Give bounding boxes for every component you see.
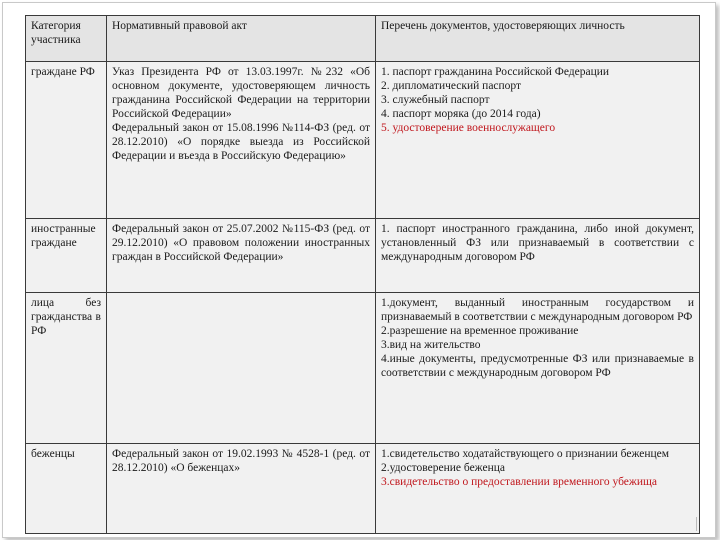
slide-frame xyxy=(2,2,716,538)
document-item-highlighted: 3.свидетельство о предоставлении временного убежища xyxy=(381,476,657,488)
category-cell: лица без гражданства в РФ xyxy=(26,293,107,444)
document-item: 1. паспорт гражданина Российской Федерации xyxy=(381,66,610,78)
document-item: 1.документ, выданный иностранным государством и признаваемый в соответствии с международным договором РФ xyxy=(381,297,694,323)
header-legal-act: Нормативный правовой акт xyxy=(107,16,376,62)
category-cell: граждане РФ xyxy=(26,62,107,219)
legal-act-cell xyxy=(107,62,376,219)
header-category: Категория участника xyxy=(26,16,107,62)
document-item: 3.вид на жительство xyxy=(381,339,481,351)
document-item: 1.свидетельство ходатайствующего о признании беженцем xyxy=(381,448,670,460)
legal-act-text: Федеральный закон от 25.07.2002 №115-ФЗ (ред. от 29.12.2010) «О правовом положении иностранных граждан в Российской Федерации» xyxy=(112,223,370,263)
header-documents: Перечень документов, удостоверяющих личность xyxy=(376,16,700,62)
document-item: 2.удостоверение беженца xyxy=(381,462,505,474)
legal-act-text: Федеральный закон от 15.08.1996 №114-ФЗ (ред. от 28.12.2010) «О порядке выезда из Российской Федерации и въезда в Российскую Федерацию» xyxy=(112,122,370,162)
document-item-highlighted: 5. удостоверение военнослужащего xyxy=(381,122,556,134)
table-header-row xyxy=(26,16,700,62)
document-item: 4.иные документы, предусмотренные ФЗ или признаваемые в соответствии с международным договором РФ xyxy=(381,353,694,379)
document-item: 2. дипломатический паспорт xyxy=(381,80,522,92)
documents-cell xyxy=(376,293,700,444)
table-row-refugees xyxy=(26,444,700,534)
legal-act-text: Федеральный закон от 19.02.1993 № 4528-1 (ред. от 28.12.2010) «О беженцах» xyxy=(112,448,370,474)
table-row-stateless xyxy=(26,293,700,444)
documents-cell xyxy=(376,62,700,219)
table-row-citizens xyxy=(26,62,700,219)
category-cell: иностранные граждане xyxy=(26,219,107,293)
documents-table xyxy=(25,15,700,534)
legal-act-text: Указ Президента РФ от 13.03.1997г. №232 «Об основном документе, удостоверяющем личность гражданина Российской Федерации на территории Российской Федерации» xyxy=(112,66,370,120)
legal-act-cell xyxy=(107,444,376,534)
document-item: 4. паспорт моряка (до 2014 года) xyxy=(381,108,541,120)
document-item: 1. паспорт иностранного гражданина, либо иной документ, установленный ФЗ или признаваемый в соответствии с международным договором РФ xyxy=(381,223,694,263)
legal-act-cell-empty xyxy=(107,293,376,444)
legal-act-cell xyxy=(107,219,376,293)
table-row-foreign-citizens xyxy=(26,219,700,293)
category-cell: беженцы xyxy=(26,444,107,534)
documents-cell xyxy=(376,444,700,534)
documents-cell xyxy=(376,219,700,293)
document-item: 3. служебный паспорт xyxy=(381,94,490,106)
document-item: 2.разрешение на временное проживание xyxy=(381,325,579,337)
page-edge-mark xyxy=(690,517,697,531)
